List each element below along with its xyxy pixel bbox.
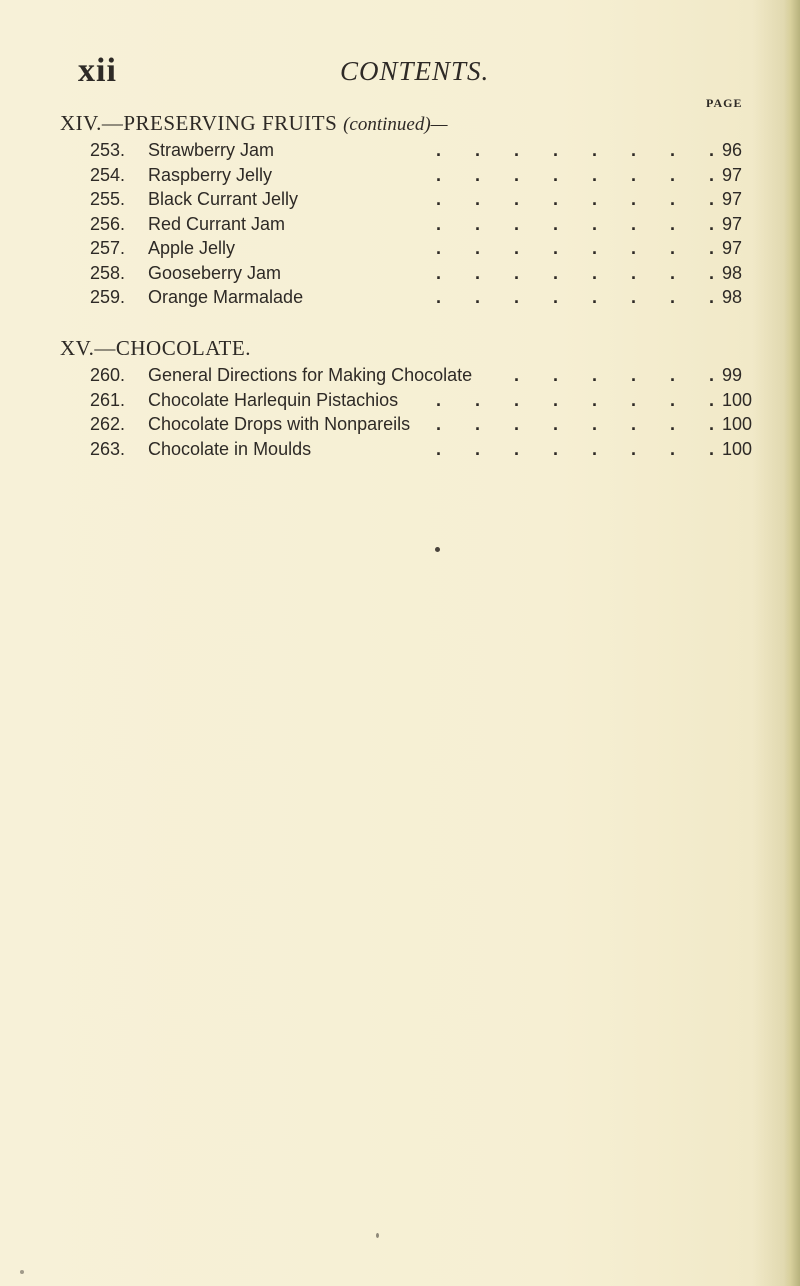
leader-dot: . — [670, 164, 676, 185]
leader-dot: . — [514, 164, 520, 185]
leader-dot: . — [475, 414, 481, 434]
entry-number: 262. — [90, 414, 126, 434]
entry-number: 258. — [90, 262, 126, 283]
leader-dot: . — [631, 238, 637, 258]
leader-dot: . — [514, 213, 520, 234]
leader-dot: . — [553, 262, 559, 283]
leader-dot: . — [631, 287, 637, 307]
leader-dot: . — [670, 365, 676, 385]
leader-dot: . — [436, 389, 442, 410]
entry-page-number: 97 — [722, 164, 743, 185]
leader-dot: . — [592, 213, 598, 234]
dot-leader — [60, 138, 750, 163]
leader-dot: . — [553, 238, 559, 258]
contents-entry — [60, 285, 750, 310]
entry-page-number: 100 — [722, 438, 753, 459]
leader-dot: . — [514, 438, 520, 459]
entry-title: Apple Jelly — [148, 238, 236, 258]
entry-title: Gooseberry Jam — [148, 262, 282, 283]
leader-dot: . — [436, 238, 442, 258]
contents-entry — [60, 187, 750, 212]
leader-dot: . — [436, 140, 442, 160]
leader-dot: . — [670, 189, 676, 209]
leader-dot: . — [709, 164, 715, 185]
entry-number: 253. — [90, 140, 126, 160]
leader-dot: . — [709, 389, 715, 410]
leader-dot: . — [631, 365, 637, 385]
leader-dot: . — [709, 189, 715, 209]
leader-dot: . — [475, 238, 481, 258]
leader-dot: . — [436, 189, 442, 209]
leader-dot: . — [475, 287, 481, 307]
contents-entry — [60, 212, 750, 237]
entry-number: 255. — [90, 189, 126, 209]
entry-number: 260. — [90, 365, 126, 385]
leader-dot: . — [709, 140, 715, 160]
contents-entry — [60, 363, 750, 388]
leader-dot: . — [436, 287, 442, 307]
ink-speck — [20, 1270, 24, 1274]
leader-dot: . — [631, 189, 637, 209]
dot-leader — [60, 388, 753, 413]
leader-dot: . — [670, 287, 676, 307]
leader-dot: . — [592, 238, 598, 258]
dot-leader — [60, 163, 750, 188]
leader-dot: . — [475, 389, 481, 410]
leader-dot: . — [631, 140, 637, 160]
running-head-title: CONTENTS. — [340, 56, 490, 86]
leader-dot: . — [592, 414, 598, 434]
leader-dot: . — [475, 164, 481, 185]
leader-dot: . — [631, 213, 637, 234]
leader-dot: . — [514, 365, 520, 385]
entry-list — [60, 138, 750, 310]
leader-dot: . — [631, 414, 637, 434]
leader-dot: . — [553, 438, 559, 459]
leader-dot: . — [670, 213, 676, 234]
entry-page-number: 98 — [722, 287, 743, 307]
entry-title: Strawberry Jam — [148, 140, 275, 160]
dot-leader — [60, 236, 750, 261]
leader-dot: . — [553, 365, 559, 385]
entry-title: Raspberry Jelly — [148, 164, 273, 185]
contents-entry — [60, 261, 750, 286]
leader-dot: . — [553, 287, 559, 307]
contents-section-chocolate — [60, 333, 753, 461]
contents-entry — [60, 412, 753, 437]
contents-section-preserving-fruits — [60, 108, 750, 310]
entry-list — [60, 363, 753, 461]
dot-leader — [60, 261, 750, 286]
entry-title: Red Currant Jam — [148, 213, 286, 234]
entry-title: Chocolate in Moulds — [148, 438, 312, 459]
section-heading-text: XV.—CHOCOLATE. — [60, 336, 251, 360]
contents-entry — [60, 163, 750, 188]
leader-dot: . — [514, 238, 520, 258]
leader-dot: . — [514, 189, 520, 209]
dot-leader — [60, 363, 750, 388]
leader-dot: . — [592, 389, 598, 410]
leader-dot: . — [670, 262, 676, 283]
dot-leader — [60, 412, 753, 437]
leader-dot: . — [709, 287, 715, 307]
leader-dot: . — [592, 365, 598, 385]
leader-dot: . — [553, 389, 559, 410]
leader-dot: . — [631, 438, 637, 459]
leader-dot: . — [592, 164, 598, 185]
leader-dot: . — [436, 438, 442, 459]
ink-speck — [376, 1233, 379, 1238]
leader-dot: . — [436, 213, 442, 234]
leader-dot: . — [670, 414, 676, 434]
section-heading-note: (continued)— — [343, 114, 448, 135]
ink-speck — [435, 547, 440, 552]
leader-dot: . — [631, 389, 637, 410]
entry-page-number: 99 — [722, 365, 743, 385]
leader-dot: . — [514, 414, 520, 434]
entry-number: 257. — [90, 238, 126, 258]
leader-dot: . — [553, 189, 559, 209]
leader-dot: . — [670, 389, 676, 410]
entry-page-number: 97 — [722, 189, 743, 209]
entry-title: Black Currant Jelly — [148, 189, 299, 209]
dot-leader — [60, 212, 750, 237]
leader-dot: . — [592, 262, 598, 283]
leader-dot: . — [514, 389, 520, 410]
page-column-label: PAGE — [706, 96, 743, 110]
leader-dot: . — [475, 438, 481, 459]
page-folio: xii — [78, 52, 117, 89]
leader-dot: . — [631, 164, 637, 185]
leader-dot: . — [709, 414, 715, 434]
entry-number: 256. — [90, 213, 126, 234]
leader-dot: . — [553, 213, 559, 234]
leader-dot: . — [475, 189, 481, 209]
leader-dot: . — [436, 414, 442, 434]
entry-number: 259. — [90, 287, 126, 307]
entry-number: 263. — [90, 438, 126, 459]
entry-title: General Directions for Making Chocolate — [148, 365, 473, 385]
leader-dot: . — [670, 140, 676, 160]
entry-number: 254. — [90, 164, 126, 185]
entry-page-number: 96 — [722, 140, 743, 160]
leader-dot: . — [436, 262, 442, 283]
leader-dot: . — [670, 438, 676, 459]
contents-entry — [60, 388, 753, 413]
dot-leader — [60, 285, 750, 310]
leader-dot: . — [514, 140, 520, 160]
entry-title: Orange Marmalade — [148, 287, 304, 307]
entry-page-number: 100 — [722, 414, 753, 434]
leader-dot: . — [709, 238, 715, 258]
leader-dot: . — [475, 213, 481, 234]
entry-number: 261. — [90, 389, 126, 410]
leader-dot: . — [592, 140, 598, 160]
dot-leader — [60, 437, 753, 462]
entry-title: Chocolate Drops with Nonpareils — [148, 414, 411, 434]
running-head — [78, 52, 778, 92]
section-heading — [60, 333, 750, 363]
leader-dot: . — [553, 164, 559, 185]
leader-dot: . — [592, 438, 598, 459]
leader-dot: . — [670, 238, 676, 258]
entry-page-number: 97 — [722, 213, 743, 234]
leader-dot: . — [592, 189, 598, 209]
leader-dot: . — [475, 140, 481, 160]
entry-page-number: 100 — [722, 389, 753, 410]
leader-dot: . — [436, 164, 442, 185]
section-heading — [60, 108, 750, 138]
contents-entry — [60, 138, 750, 163]
contents-entry — [60, 236, 750, 261]
leader-dot: . — [514, 287, 520, 307]
leader-dot: . — [709, 262, 715, 283]
leader-dot: . — [553, 140, 559, 160]
entry-title: Chocolate Harlequin Pistachios — [148, 389, 399, 410]
leader-dot: . — [709, 213, 715, 234]
leader-dot: . — [709, 438, 715, 459]
dot-leader — [60, 187, 750, 212]
leader-dot: . — [475, 262, 481, 283]
leader-dot: . — [514, 262, 520, 283]
leader-dot: . — [553, 414, 559, 434]
leader-dot: . — [631, 262, 637, 283]
section-heading-text: XIV.—PRESERVING FRUITS — [60, 111, 338, 135]
page-edge-shadow — [784, 0, 800, 1286]
leader-dot: . — [709, 365, 715, 385]
entry-page-number: 98 — [722, 262, 743, 283]
entry-page-number: 97 — [722, 238, 743, 258]
contents-entry — [60, 437, 753, 462]
leader-dot: . — [592, 287, 598, 307]
